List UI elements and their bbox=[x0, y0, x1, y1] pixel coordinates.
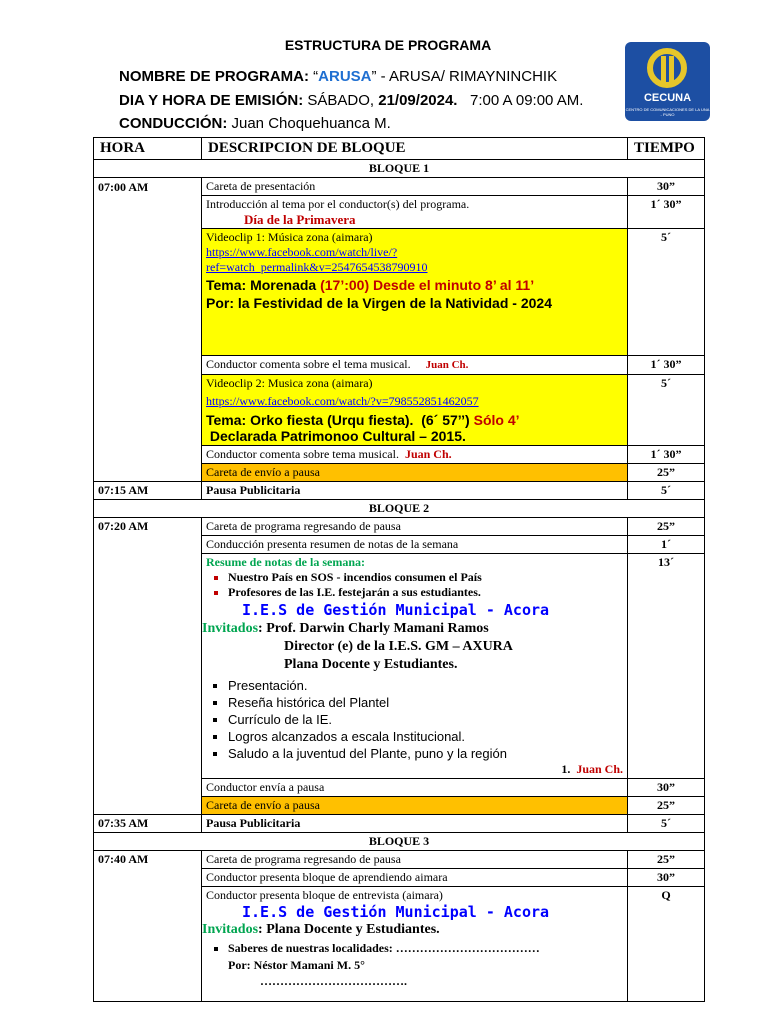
desc-cell: Pausa Publicitaria bbox=[202, 815, 628, 833]
segment-list bbox=[206, 941, 623, 956]
host-tag: Juan Ch. bbox=[425, 359, 469, 371]
videoclip-cell bbox=[202, 375, 628, 446]
program-name: ARUSA bbox=[318, 68, 372, 85]
duration-cell: 1´ bbox=[628, 536, 705, 554]
desc-cell: Conductor presenta bloque de aprendiendo aimara bbox=[202, 869, 628, 887]
time-cell: 07:20 AM bbox=[94, 518, 202, 815]
tema-note: Sólo 4’ bbox=[473, 412, 520, 428]
table-row bbox=[94, 851, 705, 869]
school-title: I.E.S de Gestión Municipal - Acora bbox=[242, 903, 550, 921]
desc-text: Introducción al tema por el conductor(s) del programa. bbox=[206, 197, 470, 211]
header-tiempo: TIEMPO bbox=[628, 138, 705, 160]
item-number: 1. bbox=[561, 762, 577, 776]
duration-cell: 5´ bbox=[628, 229, 705, 356]
videoclip-link[interactable]: https://www.facebook.com/watch/live/? bbox=[206, 245, 398, 259]
day-text: SÁBADO, bbox=[303, 92, 379, 109]
guests-line bbox=[202, 921, 623, 939]
day-date: 21/09/2024. bbox=[378, 92, 458, 109]
duration-cell: 5´ bbox=[628, 815, 705, 833]
duration-cell: 1´ 30” bbox=[628, 356, 705, 375]
host-number-line bbox=[206, 762, 623, 777]
desc-cell bbox=[202, 196, 628, 229]
guests-label: Invitados bbox=[202, 922, 259, 937]
logo-bar-icon bbox=[669, 56, 674, 86]
block-label: BLOQUE 3 bbox=[94, 833, 705, 851]
header-hora: HORA bbox=[94, 138, 202, 160]
duration-cell: 5´ bbox=[628, 375, 705, 446]
duration-cell: 25” bbox=[628, 464, 705, 482]
notes-list bbox=[206, 570, 623, 600]
day-label: DIA Y HORA DE EMISIÓN: bbox=[119, 92, 304, 109]
logo-ring-icon bbox=[647, 48, 687, 88]
videoclip-title: Videoclip 2: Musica zona (aimara) bbox=[206, 376, 373, 390]
time-cell: 07:35 AM bbox=[94, 815, 202, 833]
logo-bar-icon bbox=[661, 56, 666, 86]
notes-heading: Resume de notas de la semana: bbox=[206, 555, 365, 569]
videoclip-cell bbox=[202, 229, 628, 356]
duration-cell: 30” bbox=[628, 779, 705, 797]
tema-line bbox=[206, 277, 623, 293]
guests-line bbox=[202, 620, 623, 638]
por-line: Por: la Festividad de la Virgen de la Natividad - 2024 bbox=[206, 295, 552, 311]
day-time: 7:00 A 09:00 AM. bbox=[457, 92, 584, 109]
segment-placeholder: ………………………………. bbox=[260, 974, 407, 988]
duration-cell: 5´ bbox=[628, 482, 705, 500]
duration-cell: 30” bbox=[628, 178, 705, 196]
time-cell: 07:40 AM bbox=[94, 851, 202, 1002]
duration-cell: 25” bbox=[628, 518, 705, 536]
desc-text: Conductor comenta sobre tema musical. bbox=[206, 447, 405, 461]
videoclip-link[interactable]: https://www.facebook.com/watch/?v=798552851462057 bbox=[206, 394, 479, 408]
school-title: I.E.S de Gestión Municipal - Acora bbox=[242, 601, 550, 619]
table-row bbox=[94, 178, 705, 196]
block-label: BLOQUE 2 bbox=[94, 500, 705, 518]
desc-cell bbox=[202, 356, 628, 375]
program-rest: ” - ARUSA/ RIMAYNINCHIK bbox=[371, 68, 558, 85]
host-tag: Juan Ch. bbox=[576, 762, 623, 776]
duration-cell: Q bbox=[628, 887, 705, 1002]
cecuna-logo bbox=[625, 42, 710, 121]
videoclip-title: Videoclip 1: Música zona (aimara) bbox=[206, 230, 373, 244]
logo-subtitle: CENTRO DE COMUNICACIONES DE LA UNA - PUNO bbox=[625, 107, 710, 117]
table-row bbox=[94, 815, 705, 833]
host-tag: Juan Ch. bbox=[404, 447, 452, 461]
list-item: ▪ Profesores de las I.E. festejarán a sus estudiantes. bbox=[228, 585, 623, 600]
list-item: ▪ Saludo a la juventud del Plante, puno y la región bbox=[228, 745, 623, 762]
desc-cell: Careta de programa regresando de pausa bbox=[202, 851, 628, 869]
broadcast-line bbox=[119, 92, 583, 109]
desc-cell: Conductor envía a pausa bbox=[202, 779, 628, 797]
table-header-row bbox=[94, 138, 705, 160]
theme-subtitle: Día de la Primavera bbox=[244, 212, 356, 227]
block-label: BLOQUE 1 bbox=[94, 160, 705, 178]
list-item: ▪ Presentación. bbox=[228, 677, 623, 694]
videoclip-link[interactable]: ref=watch_permalink&v=2547654538790910 bbox=[206, 260, 428, 274]
host-line bbox=[119, 115, 391, 132]
guests-text: : Prof. Darwin Charly Mamani Ramos bbox=[258, 621, 489, 636]
desc-cell bbox=[202, 446, 628, 464]
logo-name: CECUNA bbox=[643, 92, 692, 104]
list-item: ▪ Currículo de la IE. bbox=[228, 711, 623, 728]
guests-line: Director (e) de la I.E.S. GM – AXURA bbox=[284, 639, 513, 654]
list-item: ▪ Saberes de nuestras localidades: ……………………………… bbox=[228, 941, 623, 956]
list-item: ▪ Reseña histórica del Plantel bbox=[228, 694, 623, 711]
tema-label: Tema: Morenada bbox=[206, 277, 321, 293]
desc-cell: Pausa Publicitaria bbox=[202, 482, 628, 500]
host-label: CONDUCCIÓN: bbox=[119, 115, 228, 132]
quote-open: “ bbox=[309, 68, 319, 85]
declaration-line: Declarada Patrimonoo Cultural – 2015. bbox=[206, 428, 466, 444]
tema-label: Tema: Orko fiesta (Urqu fiesta). (6´ 57’’) bbox=[206, 412, 474, 428]
host-name: Juan Choquehuanca M. bbox=[227, 115, 391, 132]
agenda-list bbox=[206, 677, 623, 762]
segment-author: Por: Néstor Mamani M. 5° bbox=[228, 958, 365, 972]
tema-line bbox=[206, 412, 623, 428]
guests-text: : Plana Docente y Estudiantes. bbox=[258, 922, 440, 937]
duration-cell: 25” bbox=[628, 797, 705, 815]
duration-cell: 13´ bbox=[628, 554, 705, 779]
time-cell: 07:15 AM bbox=[94, 482, 202, 500]
desc-cell: Careta de presentación bbox=[202, 178, 628, 196]
program-table bbox=[93, 137, 705, 1002]
desc-text: Conductor presenta bloque de entrevista (aimara) bbox=[206, 888, 443, 902]
duration-cell: 1´ 30” bbox=[628, 196, 705, 229]
table-row bbox=[94, 482, 705, 500]
time-cell: 07:00 AM bbox=[94, 178, 202, 482]
document-title: ESTRUCTURA DE PROGRAMA bbox=[284, 37, 492, 53]
desc-cell: Careta de envío a pausa bbox=[202, 797, 628, 815]
duration-cell: 1´ 30” bbox=[628, 446, 705, 464]
duration-cell: 25” bbox=[628, 851, 705, 869]
guests-label: Invitados bbox=[202, 621, 259, 636]
tema-note: (17’:00) Desde el minuto 8’ al 11’ bbox=[320, 277, 535, 293]
guests-line: Plana Docente y Estudiantes. bbox=[284, 657, 458, 672]
list-item: ▪ Nuestro País en SOS - incendios consumen el País bbox=[228, 570, 623, 585]
desc-text: Conductor comenta sobre el tema musical. bbox=[206, 357, 426, 371]
program-name-line bbox=[119, 68, 557, 85]
desc-cell: Careta de envío a pausa bbox=[202, 464, 628, 482]
notes-cell bbox=[202, 554, 628, 779]
program-label: NOMBRE DE PROGRAMA: bbox=[119, 68, 309, 85]
interview-cell bbox=[202, 887, 628, 1002]
duration-cell: 30” bbox=[628, 869, 705, 887]
list-item: ▪ Logros alcanzados a escala Institucional. bbox=[228, 728, 623, 745]
header-desc: DESCRIPCION DE BLOQUE bbox=[202, 138, 628, 160]
table-row bbox=[94, 518, 705, 536]
desc-cell: Careta de programa regresando de pausa bbox=[202, 518, 628, 536]
desc-cell: Conducción presenta resumen de notas de la semana bbox=[202, 536, 628, 554]
